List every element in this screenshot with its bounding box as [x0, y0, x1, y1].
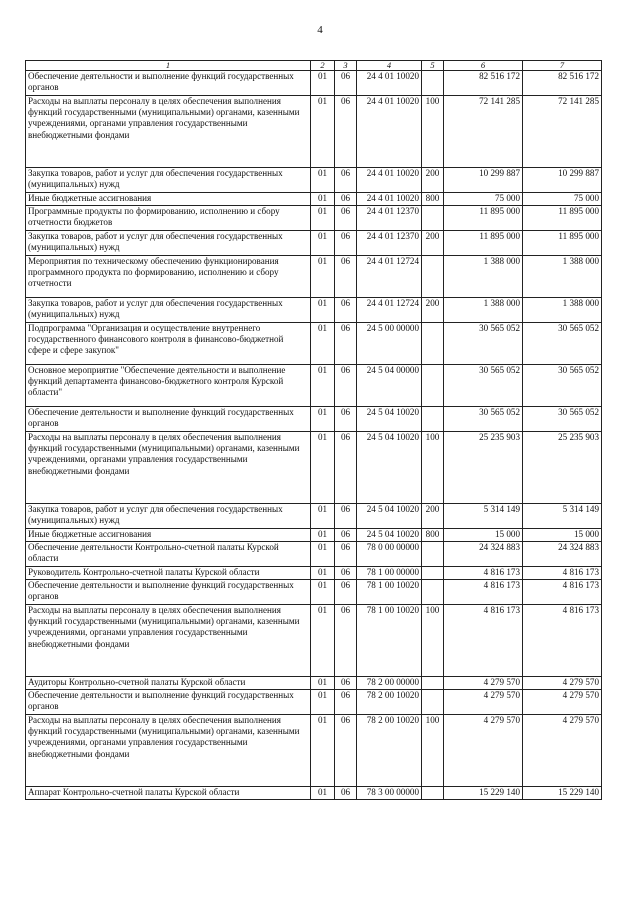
- row-expense-type: 200: [422, 168, 444, 193]
- table-row: [26, 96, 602, 168]
- row-expense-type: [422, 690, 444, 715]
- row-description: Обеспечение деятельности и выполнение функций государственных органов: [26, 71, 311, 96]
- row-amount-col6: 30 565 052: [444, 407, 523, 432]
- row-subsection-code: 06: [335, 605, 357, 677]
- table-row: [26, 542, 602, 567]
- row-subsection-code: 06: [335, 567, 357, 580]
- table-row: [26, 567, 602, 580]
- row-expense-type: 200: [422, 298, 444, 323]
- row-amount-col6: 4 816 173: [444, 567, 523, 580]
- row-section-code: 01: [311, 206, 335, 231]
- table-row: [26, 715, 602, 787]
- row-description: Обеспечение деятельности и выполнение функций государственных органов: [26, 580, 311, 605]
- row-section-code: 01: [311, 677, 335, 690]
- row-description: Мероприятия по техническому обеспечению функционирования программного продукта по формированию, исполнению и сбору отчетности: [26, 256, 311, 298]
- row-amount-col6: 10 299 887: [444, 168, 523, 193]
- row-target-code: 24 5 04 10020: [357, 504, 422, 529]
- row-subsection-code: 06: [335, 206, 357, 231]
- row-description: Расходы на выплаты персоналу в целях обеспечения выполнения функций государственными (муниципальными) органами, казенными учреждениями, органами управления государственными внебюджетными фондами: [26, 715, 311, 787]
- row-subsection-code: 06: [335, 677, 357, 690]
- row-subsection-code: 06: [335, 407, 357, 432]
- row-subsection-code: 06: [335, 193, 357, 206]
- row-amount-col7: 15 229 140: [523, 787, 602, 800]
- row-section-code: 01: [311, 256, 335, 298]
- table-row: [26, 529, 602, 542]
- row-description: Расходы на выплаты персоналу в целях обеспечения выполнения функций государственными (муниципальными) органами, казенными учреждениями, органами управления государственными внебюджетными фондами: [26, 96, 311, 168]
- table-row: [26, 323, 602, 365]
- row-amount-col6: 82 516 172: [444, 71, 523, 96]
- row-subsection-code: 06: [335, 231, 357, 256]
- row-amount-col7: 11 895 000: [523, 206, 602, 231]
- row-target-code: 78 2 00 10020: [357, 690, 422, 715]
- row-subsection-code: 06: [335, 71, 357, 96]
- row-target-code: 24 5 04 10020: [357, 432, 422, 504]
- table-row: [26, 231, 602, 256]
- row-section-code: 01: [311, 580, 335, 605]
- row-expense-type: 100: [422, 432, 444, 504]
- row-amount-col7: 4 816 173: [523, 605, 602, 677]
- row-section-code: 01: [311, 298, 335, 323]
- row-section-code: 01: [311, 529, 335, 542]
- row-expense-type: [422, 256, 444, 298]
- row-amount-col6: 4 279 570: [444, 677, 523, 690]
- row-expense-type: [422, 580, 444, 605]
- table-row: [26, 605, 602, 677]
- table-row: [26, 168, 602, 193]
- row-amount-col7: 15 000: [523, 529, 602, 542]
- table-row: [26, 365, 602, 407]
- row-expense-type: [422, 407, 444, 432]
- row-description: Руководитель Контрольно-счетной палаты Курской области: [26, 567, 311, 580]
- table-row: [26, 677, 602, 690]
- page-number: 4: [317, 24, 323, 36]
- row-description: Аппарат Контрольно-счетной палаты Курской области: [26, 787, 311, 800]
- row-section-code: 01: [311, 407, 335, 432]
- row-target-code: 78 2 00 10020: [357, 715, 422, 787]
- row-section-code: 01: [311, 193, 335, 206]
- table-row: [26, 690, 602, 715]
- table-row: [26, 256, 602, 298]
- row-description: Обеспечение деятельности Контрольно-счетной палаты Курской области: [26, 542, 311, 567]
- row-expense-type: 800: [422, 193, 444, 206]
- table-row: [26, 193, 602, 206]
- row-target-code: 78 1 00 00000: [357, 567, 422, 580]
- row-amount-col7: 5 314 149: [523, 504, 602, 529]
- row-target-code: 78 1 00 10020: [357, 605, 422, 677]
- row-target-code: 24 4 01 12370: [357, 231, 422, 256]
- row-description: Расходы на выплаты персоналу в целях обеспечения выполнения функций государственными (муниципальными) органами, казенными учреждениями, органами управления государственными внебюджетными фондами: [26, 432, 311, 504]
- row-description: Закупка товаров, работ и услуг для обеспечения государственных (муниципальных) нужд: [26, 168, 311, 193]
- row-amount-col7: 4 279 570: [523, 715, 602, 787]
- row-amount-col6: 4 816 173: [444, 580, 523, 605]
- row-subsection-code: 06: [335, 323, 357, 365]
- row-expense-type: [422, 323, 444, 365]
- table-row: [26, 432, 602, 504]
- row-subsection-code: 06: [335, 96, 357, 168]
- row-expense-type: [422, 677, 444, 690]
- row-amount-col7: 30 565 052: [523, 323, 602, 365]
- row-amount-col6: 11 895 000: [444, 206, 523, 231]
- row-target-code: 24 4 01 12724: [357, 256, 422, 298]
- row-expense-type: 100: [422, 605, 444, 677]
- row-subsection-code: 06: [335, 690, 357, 715]
- row-amount-col6: 4 279 570: [444, 715, 523, 787]
- row-section-code: 01: [311, 96, 335, 168]
- row-subsection-code: 06: [335, 298, 357, 323]
- row-description: Закупка товаров, работ и услуг для обеспечения государственных (муниципальных) нужд: [26, 504, 311, 529]
- row-expense-type: 200: [422, 231, 444, 256]
- table-row: [26, 71, 602, 96]
- row-description: Закупка товаров, работ и услуг для обеспечения государственных (муниципальных) нужд: [26, 231, 311, 256]
- row-amount-col6: 5 314 149: [444, 504, 523, 529]
- row-description: Иные бюджетные ассигнования: [26, 529, 311, 542]
- row-description: Аудиторы Контрольно-счетной палаты Курской области: [26, 677, 311, 690]
- table-row: [26, 407, 602, 432]
- row-section-code: 01: [311, 168, 335, 193]
- row-section-code: 01: [311, 542, 335, 567]
- row-amount-col6: 1 388 000: [444, 298, 523, 323]
- row-amount-col7: 11 895 000: [523, 231, 602, 256]
- row-amount-col7: 24 324 883: [523, 542, 602, 567]
- row-section-code: 01: [311, 690, 335, 715]
- row-amount-col6: 24 324 883: [444, 542, 523, 567]
- row-amount-col7: 4 816 173: [523, 580, 602, 605]
- row-target-code: 24 4 01 10020: [357, 168, 422, 193]
- row-section-code: 01: [311, 715, 335, 787]
- row-section-code: 01: [311, 365, 335, 407]
- row-target-code: 78 2 00 00000: [357, 677, 422, 690]
- table-row: [26, 206, 602, 231]
- row-amount-col6: 30 565 052: [444, 323, 523, 365]
- row-amount-col7: 1 388 000: [523, 256, 602, 298]
- row-subsection-code: 06: [335, 580, 357, 605]
- row-amount-col6: 4 279 570: [444, 690, 523, 715]
- row-expense-type: [422, 567, 444, 580]
- row-amount-col7: 82 516 172: [523, 71, 602, 96]
- row-amount-col7: 10 299 887: [523, 168, 602, 193]
- row-section-code: 01: [311, 787, 335, 800]
- header-col-5: 5: [422, 61, 444, 71]
- row-amount-col7: 4 279 570: [523, 690, 602, 715]
- row-amount-col7: 75 000: [523, 193, 602, 206]
- row-amount-col6: 72 141 285: [444, 96, 523, 168]
- row-amount-col6: 30 565 052: [444, 365, 523, 407]
- row-expense-type: [422, 542, 444, 567]
- row-section-code: 01: [311, 231, 335, 256]
- row-description: Основное мероприятие "Обеспечение деятельности и выполнение функций департамента финансово-бюджетного контроля Курской области": [26, 365, 311, 407]
- row-section-code: 01: [311, 432, 335, 504]
- table-row: [26, 787, 602, 800]
- row-target-code: 24 5 04 10020: [357, 529, 422, 542]
- row-section-code: 01: [311, 605, 335, 677]
- row-amount-col6: 25 235 903: [444, 432, 523, 504]
- row-subsection-code: 06: [335, 529, 357, 542]
- row-description: Расходы на выплаты персоналу в целях обеспечения выполнения функций государственными (муниципальными) органами, казенными учреждениями, органами управления государственными внебюджетными фондами: [26, 605, 311, 677]
- row-target-code: 24 4 01 10020: [357, 71, 422, 96]
- row-amount-col7: 1 388 000: [523, 298, 602, 323]
- row-amount-col6: 1 388 000: [444, 256, 523, 298]
- row-target-code: 78 0 00 00000: [357, 542, 422, 567]
- row-target-code: 78 1 00 10020: [357, 580, 422, 605]
- header-col-4: 4: [357, 61, 422, 71]
- row-amount-col7: 25 235 903: [523, 432, 602, 504]
- row-target-code: 24 5 04 00000: [357, 365, 422, 407]
- row-target-code: 78 3 00 00000: [357, 787, 422, 800]
- row-section-code: 01: [311, 504, 335, 529]
- row-amount-col6: 11 895 000: [444, 231, 523, 256]
- row-amount-col7: 72 141 285: [523, 96, 602, 168]
- row-expense-type: 200: [422, 504, 444, 529]
- row-subsection-code: 06: [335, 504, 357, 529]
- row-section-code: 01: [311, 323, 335, 365]
- row-expense-type: 800: [422, 529, 444, 542]
- row-target-code: 24 4 01 10020: [357, 193, 422, 206]
- table-row: [26, 298, 602, 323]
- table-row: [26, 580, 602, 605]
- row-amount-col6: 4 816 173: [444, 605, 523, 677]
- row-target-code: 24 4 01 12724: [357, 298, 422, 323]
- row-amount-col6: 75 000: [444, 193, 523, 206]
- row-description: Обеспечение деятельности и выполнение функций государственных органов: [26, 407, 311, 432]
- budget-table: [25, 60, 602, 800]
- row-expense-type: [422, 787, 444, 800]
- row-subsection-code: 06: [335, 168, 357, 193]
- row-amount-col7: 30 565 052: [523, 407, 602, 432]
- header-col-6: 6: [444, 61, 523, 71]
- row-expense-type: 100: [422, 715, 444, 787]
- row-amount-col6: 15 000: [444, 529, 523, 542]
- row-expense-type: 100: [422, 96, 444, 168]
- row-expense-type: [422, 206, 444, 231]
- row-subsection-code: 06: [335, 715, 357, 787]
- header-col-7: 7: [523, 61, 602, 71]
- row-subsection-code: 06: [335, 542, 357, 567]
- row-description: Закупка товаров, работ и услуг для обеспечения государственных (муниципальных) нужд: [26, 298, 311, 323]
- row-amount-col7: 4 816 173: [523, 567, 602, 580]
- row-amount-col7: 30 565 052: [523, 365, 602, 407]
- row-subsection-code: 06: [335, 256, 357, 298]
- row-description: Программные продукты по формированию, исполнению и сбору отчетности бюджетов: [26, 206, 311, 231]
- row-expense-type: [422, 365, 444, 407]
- header-col-2: 2: [311, 61, 335, 71]
- header-col-3: 3: [335, 61, 357, 71]
- row-expense-type: [422, 71, 444, 96]
- row-subsection-code: 06: [335, 432, 357, 504]
- row-subsection-code: 06: [335, 365, 357, 407]
- row-subsection-code: 06: [335, 787, 357, 800]
- row-target-code: 24 4 01 12370: [357, 206, 422, 231]
- table-row: [26, 504, 602, 529]
- row-section-code: 01: [311, 567, 335, 580]
- row-description: Обеспечение деятельности и выполнение функций государственных органов: [26, 690, 311, 715]
- row-target-code: 24 5 00 00000: [357, 323, 422, 365]
- row-amount-col7: 4 279 570: [523, 677, 602, 690]
- row-description: Подпрограмма "Организация и осуществление внутреннего государственного финансового контроля в финансово-бюджетной сфере и сфере закупок": [26, 323, 311, 365]
- row-section-code: 01: [311, 71, 335, 96]
- row-target-code: 24 4 01 10020: [357, 96, 422, 168]
- header-col-1: 1: [26, 61, 311, 71]
- table-header-row: [26, 61, 602, 71]
- row-description: Иные бюджетные ассигнования: [26, 193, 311, 206]
- row-target-code: 24 5 04 10020: [357, 407, 422, 432]
- row-amount-col6: 15 229 140: [444, 787, 523, 800]
